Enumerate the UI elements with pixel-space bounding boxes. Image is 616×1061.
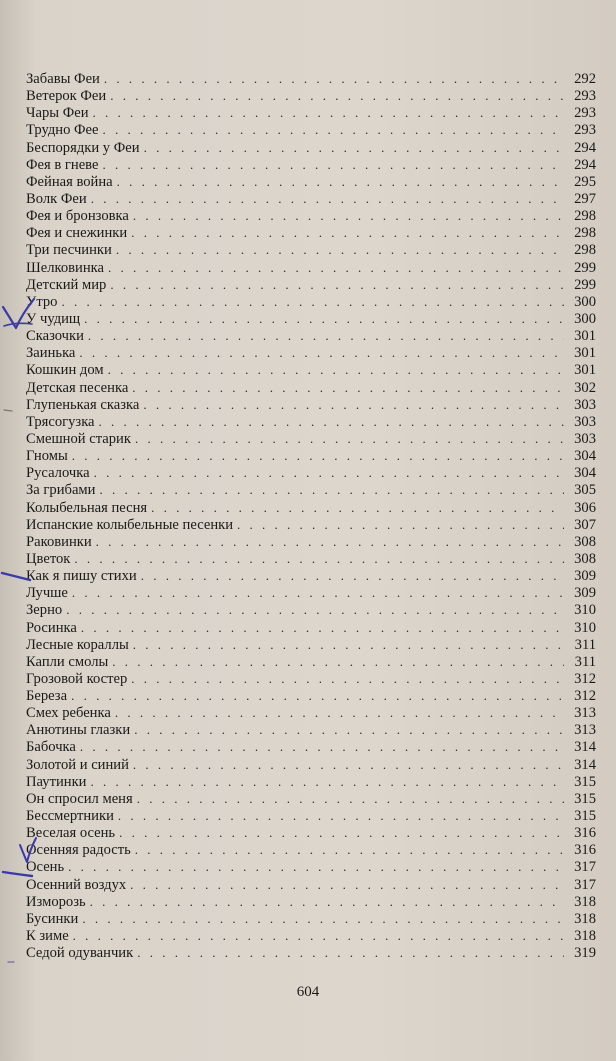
toc-entry-page: 312: [574, 688, 596, 705]
toc-entry-title: Седой одуванчик: [26, 945, 134, 962]
table-of-contents: [26, 70, 596, 961]
toc-entry-page: 300: [574, 310, 596, 327]
toc-entry: [26, 567, 596, 584]
toc-entry-page: 306: [574, 499, 596, 516]
toc-entry-title: Ветерок Феи: [26, 88, 107, 105]
toc-entry: [26, 516, 596, 533]
leader-dots: [94, 464, 564, 481]
toc-entry-page: 308: [574, 550, 596, 567]
toc-entry-title: Фея в гневе: [26, 156, 99, 173]
toc-entry-title: Шелковинка: [26, 259, 104, 276]
toc-entry: [26, 876, 596, 893]
toc-entry: [26, 173, 596, 190]
toc-entry: [26, 344, 596, 361]
toc-entry-page: 318: [574, 928, 596, 945]
toc-entry-page: 298: [574, 242, 596, 259]
toc-entry-title: Паутинки: [26, 773, 87, 790]
leader-dots: [66, 601, 564, 618]
toc-entry-title: За грибами: [26, 482, 96, 499]
toc-entry: [26, 259, 596, 276]
leader-dots: [91, 190, 564, 207]
toc-entry: [26, 464, 596, 481]
toc-entry-title: Осенний воздух: [26, 876, 127, 893]
leader-dots: [103, 121, 564, 138]
toc-entry-title: Сказочки: [26, 328, 84, 345]
leader-dots: [108, 259, 564, 276]
toc-entry: [26, 396, 596, 413]
toc-entry: [26, 104, 596, 121]
leader-dots: [141, 567, 564, 584]
leader-dots: [80, 738, 564, 755]
toc-entry-page: 303: [574, 413, 596, 430]
toc-entry: [26, 207, 596, 224]
leader-dots: [118, 807, 564, 824]
toc-entry-page: 304: [574, 465, 596, 482]
toc-entry-page: 309: [574, 568, 596, 585]
leader-dots: [61, 293, 564, 310]
leader-dots: [71, 687, 564, 704]
toc-entry: [26, 636, 596, 653]
toc-entry-title: Осень: [26, 859, 65, 876]
toc-entry: [26, 738, 596, 755]
toc-entry-title: Испанские колыбельные песенки: [26, 516, 234, 533]
toc-entry-page: 303: [574, 430, 596, 447]
leader-dots: [130, 876, 564, 893]
toc-entry-title: Детский мир: [26, 276, 107, 293]
toc-entry-page: 295: [574, 173, 596, 190]
leader-dots: [93, 104, 564, 121]
toc-entry-page: 311: [574, 636, 596, 653]
leader-dots: [131, 224, 564, 241]
leader-dots: [110, 87, 564, 104]
toc-entry: [26, 670, 596, 687]
toc-entry-title: Трясогузка: [26, 413, 95, 430]
leader-dots: [135, 841, 564, 858]
toc-entry-title: Цветок: [26, 550, 71, 567]
toc-entry-title: Он спросил меня: [26, 790, 133, 807]
toc-entry: [26, 756, 596, 773]
leader-dots: [99, 413, 564, 430]
leader-dots: [82, 910, 564, 927]
toc-entry-page: 307: [574, 516, 596, 533]
toc-entry-page: 302: [574, 379, 596, 396]
toc-entry: [26, 293, 596, 310]
toc-entry-title: Русалочка: [26, 465, 90, 482]
toc-entry-title: Детская песенка: [26, 379, 129, 396]
toc-entry-page: 315: [574, 808, 596, 825]
toc-entry: [26, 190, 596, 207]
toc-entry-page: 297: [574, 190, 596, 207]
leader-dots: [79, 344, 564, 361]
toc-entry-title: У чудищ: [26, 310, 81, 327]
toc-entry-page: 305: [574, 482, 596, 499]
toc-entry-page: 299: [574, 276, 596, 293]
toc-entry-title: К зиме: [26, 928, 69, 945]
toc-entry-title: Как я пишу стихи: [26, 568, 137, 585]
leader-dots: [135, 430, 564, 447]
toc-entry: [26, 807, 596, 824]
leader-dots: [74, 550, 564, 567]
toc-entry-page: 314: [574, 756, 596, 773]
toc-entry-title: Фейная война: [26, 173, 113, 190]
toc-entry-title: Три песчинки: [26, 242, 112, 259]
toc-entry: [26, 87, 596, 104]
toc-entry-page: 314: [574, 739, 596, 756]
toc-entry-page: 300: [574, 293, 596, 310]
toc-entry-title: Утро: [26, 293, 58, 310]
toc-entry: [26, 413, 596, 430]
toc-entry-title: Фея и бронзовка: [26, 208, 129, 225]
toc-entry-title: Росинка: [26, 619, 77, 636]
toc-entry: [26, 584, 596, 601]
toc-entry-title: Лесные кораллы: [26, 636, 129, 653]
toc-entry: [26, 139, 596, 156]
toc-entry: [26, 70, 596, 87]
leader-dots: [137, 790, 564, 807]
toc-entry-title: Капли смолы: [26, 653, 109, 670]
toc-entry-page: 309: [574, 585, 596, 602]
toc-entry-page: 311: [574, 653, 596, 670]
toc-entry-title: Забавы Феи: [26, 71, 100, 87]
toc-entry: [26, 721, 596, 738]
leader-dots: [108, 361, 564, 378]
toc-entry-title: Изморозь: [26, 893, 86, 910]
toc-entry-title: Лучше: [26, 585, 68, 602]
toc-entry-title: Заинька: [26, 345, 76, 362]
toc-entry: [26, 858, 596, 875]
toc-entry: [26, 156, 596, 173]
toc-entry: [26, 121, 596, 138]
leader-dots: [84, 310, 564, 327]
leader-dots: [237, 516, 564, 533]
toc-entry: [26, 241, 596, 258]
leader-dots: [151, 499, 564, 516]
leader-dots: [137, 944, 564, 961]
toc-entry-title: Грозовой костер: [26, 670, 128, 687]
toc-entry: [26, 653, 596, 670]
toc-entry: [26, 327, 596, 344]
toc-entry-title: Зерно: [26, 602, 63, 619]
toc-entry-page: 299: [574, 259, 596, 276]
toc-entry: [26, 379, 596, 396]
toc-entry-title: Глупенькая сказка: [26, 396, 140, 413]
leader-dots: [96, 533, 564, 550]
toc-entry: [26, 447, 596, 464]
toc-entry-title: Бабочка: [26, 739, 76, 756]
toc-entry: [26, 481, 596, 498]
leader-dots: [112, 653, 564, 670]
toc-entry-title: Осенняя радость: [26, 842, 131, 859]
toc-entry: [26, 841, 596, 858]
toc-entry: [26, 704, 596, 721]
toc-entry-title: Колыбельная песня: [26, 499, 148, 516]
toc-entry: [26, 499, 596, 516]
leader-dots: [115, 704, 564, 721]
toc-entry-page: 313: [574, 722, 596, 739]
toc-entry: [26, 944, 596, 961]
leader-dots: [102, 156, 564, 173]
toc-entry-page: 292: [574, 71, 596, 87]
toc-entry: [26, 790, 596, 807]
toc-entry-page: 310: [574, 602, 596, 619]
leader-dots: [143, 396, 564, 413]
toc-entry-page: 298: [574, 225, 596, 242]
leader-dots: [73, 927, 564, 944]
toc-entry-title: Смешной старик: [26, 430, 131, 447]
toc-entry: [26, 276, 596, 293]
toc-entry-title: Волк Феи: [26, 190, 87, 207]
toc-entry-page: 312: [574, 670, 596, 687]
toc-entry: [26, 619, 596, 636]
toc-entry-page: 293: [574, 105, 596, 122]
toc-entry-title: Золотой и синий: [26, 756, 129, 773]
toc-entry-page: 308: [574, 533, 596, 550]
toc-entry-title: Анютины глазки: [26, 722, 131, 739]
leader-dots: [134, 721, 564, 738]
toc-entry-page: 313: [574, 705, 596, 722]
toc-entry-page: 318: [574, 910, 596, 927]
toc-entry-title: Раковинки: [26, 533, 92, 550]
toc-entry-page: 304: [574, 448, 596, 465]
leader-dots: [133, 636, 564, 653]
toc-entry-page: 293: [574, 88, 596, 105]
toc-entry-title: Смех ребенка: [26, 705, 111, 722]
toc-entry-page: 318: [574, 893, 596, 910]
toc-entry: [26, 361, 596, 378]
leader-dots: [90, 893, 564, 910]
toc-entry: [26, 927, 596, 944]
leader-dots: [119, 824, 564, 841]
leader-dots: [90, 773, 564, 790]
toc-entry-title: Береза: [26, 688, 68, 705]
toc-entry-page: 301: [574, 328, 596, 345]
toc-entry-title: Гномы: [26, 448, 68, 465]
toc-entry-page: 294: [574, 156, 596, 173]
toc-entry-page: 301: [574, 362, 596, 379]
toc-entry-page: 310: [574, 619, 596, 636]
toc-entry: [26, 533, 596, 550]
toc-entry-page: 316: [574, 825, 596, 842]
leader-dots: [110, 276, 564, 293]
leader-dots: [72, 447, 564, 464]
toc-entry-page: 315: [574, 773, 596, 790]
page-number: 604: [296, 984, 320, 1000]
leader-dots: [104, 70, 564, 87]
toc-entry-title: Беспорядки у Феи: [26, 139, 140, 156]
toc-entry-page: 293: [574, 122, 596, 139]
toc-entry-page: 303: [574, 396, 596, 413]
toc-entry: [26, 893, 596, 910]
toc-entry-page: 317: [574, 876, 596, 893]
toc-entry-title: Фея и снежинки: [26, 225, 128, 242]
toc-entry-page: 298: [574, 208, 596, 225]
toc-entry-title: Веселая осень: [26, 825, 116, 842]
toc-entry: [26, 773, 596, 790]
leader-dots: [81, 619, 564, 636]
tick-mark-icon: [4, 410, 12, 411]
toc-entry: [26, 910, 596, 927]
leader-dots: [72, 584, 564, 601]
toc-entry-title: Трудно Фее: [26, 122, 99, 139]
leader-dots: [131, 670, 564, 687]
leader-dots: [133, 207, 564, 224]
toc-entry-page: 319: [574, 945, 596, 962]
toc-entry: [26, 310, 596, 327]
toc-entry-title: Чары Феи: [26, 105, 89, 122]
toc-entry-title: Бессмертники: [26, 808, 114, 825]
toc-entry-page: 301: [574, 345, 596, 362]
toc-entry: [26, 824, 596, 841]
toc-entry: [26, 430, 596, 447]
toc-entry-title: Бусинки: [26, 910, 79, 927]
leader-dots: [117, 173, 564, 190]
toc-entry: [26, 224, 596, 241]
toc-entry-page: 315: [574, 790, 596, 807]
toc-entry-page: 317: [574, 859, 596, 876]
leader-dots: [116, 241, 564, 258]
leader-dots: [99, 481, 564, 498]
toc-entry-title: Кошкин дом: [26, 362, 104, 379]
toc-entry: [26, 687, 596, 704]
toc-entry: [26, 550, 596, 567]
leader-dots: [88, 327, 564, 344]
toc-entry-page: 316: [574, 842, 596, 859]
leader-dots: [144, 139, 564, 156]
toc-entry: [26, 601, 596, 618]
toc-entry-page: 294: [574, 139, 596, 156]
leader-dots: [133, 756, 564, 773]
leader-dots: [68, 858, 564, 875]
leader-dots: [132, 379, 564, 396]
